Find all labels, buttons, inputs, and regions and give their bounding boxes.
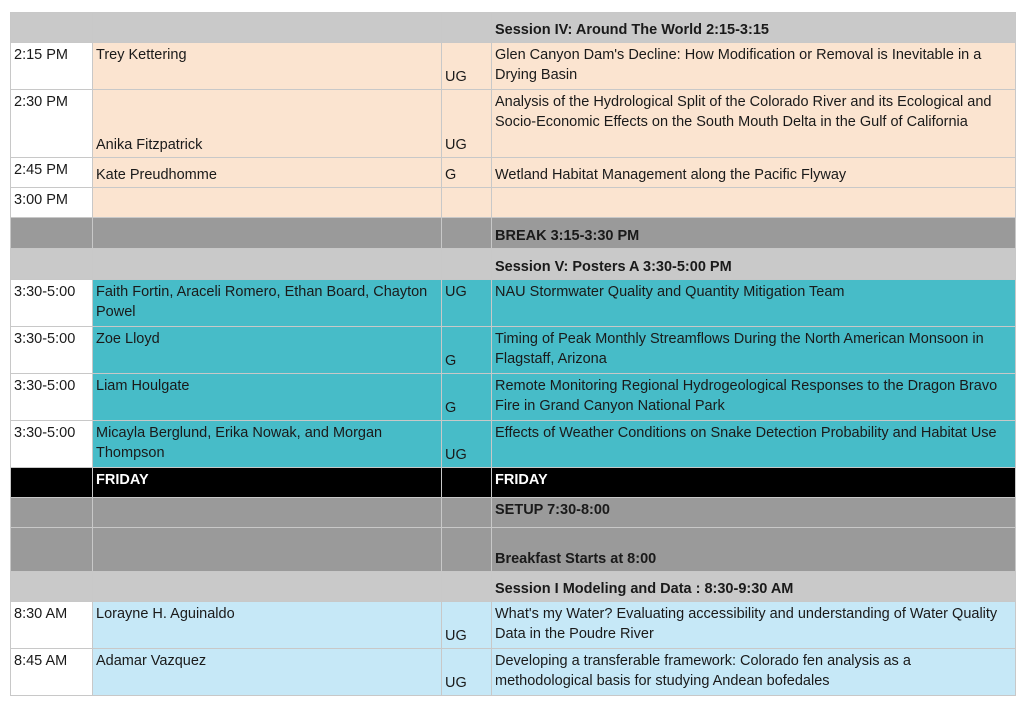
presenter-cell: Anika Fitzpatrick	[93, 90, 442, 158]
table-row	[11, 327, 1016, 374]
title-cell: Analysis of the Hydrological Split of the Colorado River and its Ecological and Socio-Economic Effects on the South Mouth Delta in the Gulf of California	[492, 90, 1016, 158]
time-cell: 3:30-5:00	[11, 280, 93, 327]
time-cell: 3:00 PM	[11, 188, 93, 218]
presenter-cell: Adamar Vazquez	[93, 649, 442, 696]
day-label-left: FRIDAY	[93, 468, 442, 498]
break-row	[11, 218, 1016, 249]
table-row	[11, 602, 1016, 649]
session-header-row	[11, 572, 1016, 602]
table-row	[11, 90, 1016, 158]
level-cell: UG	[442, 421, 492, 468]
table-row	[11, 280, 1016, 327]
time-cell: 3:30-5:00	[11, 421, 93, 468]
day-divider-row	[11, 468, 1016, 498]
title-cell	[492, 188, 1016, 218]
time-cell: 2:15 PM	[11, 43, 93, 90]
level-cell: G	[442, 158, 492, 188]
title-cell: Developing a transferable framework: Colorado fen analysis as a methodological basis for studying Andean bofedales	[492, 649, 1016, 696]
presenter-cell: Kate Preudhomme	[93, 158, 442, 188]
session-i-header: Session I Modeling and Data : 8:30-9:30 AM	[492, 572, 1016, 602]
title-cell: NAU Stormwater Quality and Quantity Mitigation Team	[492, 280, 1016, 327]
title-cell: Remote Monitoring Regional Hydrogeological Responses to the Dragon Bravo Fire in Grand Canyon National Park	[492, 374, 1016, 421]
level-cell: G	[442, 327, 492, 374]
title-cell: Wetland Habitat Management along the Pacific Flyway	[492, 158, 1016, 188]
day-label-right: FRIDAY	[492, 468, 1016, 498]
table-row	[11, 158, 1016, 188]
level-cell: G	[442, 374, 492, 421]
presenter-cell: Lorayne H. Aguinaldo	[93, 602, 442, 649]
presenter-cell	[93, 188, 442, 218]
level-cell: UG	[442, 43, 492, 90]
presenter-cell: Liam Houlgate	[93, 374, 442, 421]
setup-label: SETUP 7:30-8:00	[492, 498, 1016, 528]
table-row	[11, 188, 1016, 218]
time-cell: 3:30-5:00	[11, 327, 93, 374]
breakfast-label: Breakfast Starts at 8:00	[492, 528, 1016, 572]
level-cell: UG	[442, 649, 492, 696]
session-v-header: Session V: Posters A 3:30-5:00 PM	[492, 249, 1016, 280]
session-iv-header: Session IV: Around The World 2:15-3:15	[492, 13, 1016, 43]
schedule-table	[10, 12, 1016, 696]
title-cell: Effects of Weather Conditions on Snake Detection Probability and Habitat Use	[492, 421, 1016, 468]
time-cell: 8:30 AM	[11, 602, 93, 649]
title-cell: Timing of Peak Monthly Streamflows During the North American Monsoon in Flagstaff, Arizona	[492, 327, 1016, 374]
table-row	[11, 421, 1016, 468]
session-header-row	[11, 13, 1016, 43]
time-cell: 3:30-5:00	[11, 374, 93, 421]
table-row	[11, 43, 1016, 90]
title-cell: What's my Water? Evaluating accessibility and understanding of Water Quality Data in the Poudre River	[492, 602, 1016, 649]
presenter-cell: Faith Fortin, Araceli Romero, Ethan Board, Chayton Powel	[93, 280, 442, 327]
time-cell: 8:45 AM	[11, 649, 93, 696]
table-row	[11, 649, 1016, 696]
time-cell: 2:30 PM	[11, 90, 93, 158]
level-cell: UG	[442, 602, 492, 649]
level-cell: UG	[442, 280, 492, 327]
level-cell	[442, 188, 492, 218]
session-header-row	[11, 249, 1016, 280]
time-cell: 2:45 PM	[11, 158, 93, 188]
presenter-cell: Micayla Berglund, Erika Nowak, and Morgan Thompson	[93, 421, 442, 468]
presenter-cell: Trey Kettering	[93, 43, 442, 90]
break-label: BREAK 3:15-3:30 PM	[492, 218, 1016, 249]
level-cell: UG	[442, 90, 492, 158]
title-cell: Glen Canyon Dam's Decline: How Modification or Removal is Inevitable in a Drying Basin	[492, 43, 1016, 90]
table-row	[11, 374, 1016, 421]
setup-row	[11, 498, 1016, 528]
breakfast-row	[11, 528, 1016, 572]
presenter-cell: Zoe Lloyd	[93, 327, 442, 374]
